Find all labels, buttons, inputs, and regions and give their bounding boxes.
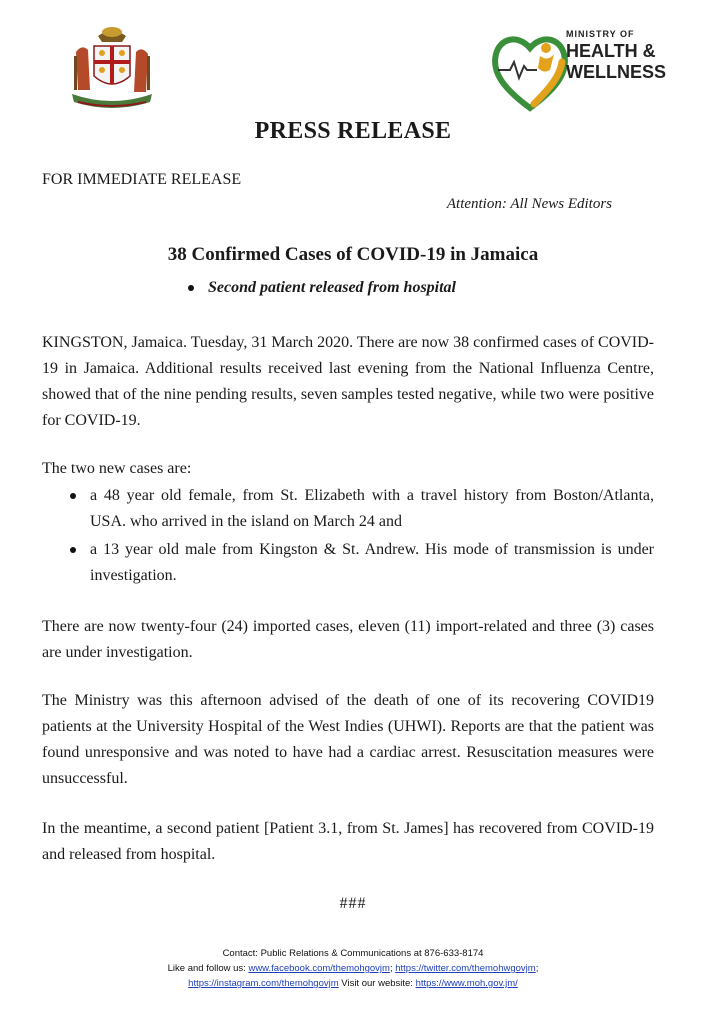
- paragraph-death: The Ministry was this afternoon advised of the death of one of its recovering COVID19 patients at the University Hospital of the West Indies (UHWI). Reports are that the patient was found unresponsive and was noted to have had a cardiac arrest. Resuscitation measures were unsuccessful.: [42, 692, 654, 787]
- paragraph-case-breakdown: There are now twenty-four (24) imported cases, eleven (11) import-related and three (3) cases are under investigation.: [42, 618, 654, 661]
- list-item-text: a 13 year old male from Kingston & St. Andrew. His mode of transmission is under investigation.: [90, 541, 654, 584]
- moh-line2: WELLNESS: [566, 62, 667, 82]
- case-list: [42, 483, 654, 591]
- list-item: [42, 537, 654, 589]
- page-title: PRESS RELEASE: [254, 118, 452, 144]
- footer-web: [0, 976, 706, 991]
- headline: 38 Confirmed Cases of COVID-19 in Jamaica: [167, 244, 539, 265]
- visit-label: Visit our website:: [341, 978, 413, 989]
- footer-social: [0, 961, 706, 976]
- website-link[interactable]: https://www.moh.gov.jm/: [415, 978, 518, 989]
- footer: [0, 946, 706, 991]
- facebook-link[interactable]: www.facebook.com/themohgovjm: [248, 963, 390, 974]
- bullet-dot: [70, 547, 76, 553]
- paragraph-recovery: In the meantime, a second patient [Patient 3.1, from St. James] has recovered from COVID-19 and released from hospital.: [42, 820, 654, 863]
- coat-of-arms-icon: [64, 22, 160, 112]
- attention-line: Attention: All News Editors: [446, 196, 612, 212]
- paragraph-new-cases: The two new cases are:: [42, 460, 192, 477]
- footer-contact: Contact: Public Relations & Communications at 876-633-8174: [222, 948, 484, 959]
- instagram-link[interactable]: https://instagram.com/themohgovjm: [188, 978, 339, 989]
- list-item-text: a 48 year old female, from St. Elizabeth with a travel history from Boston/Atlanta, USA. who arrived in the island on March 24 and: [90, 487, 654, 530]
- end-marker: ###: [339, 895, 367, 912]
- subheadline-text: Second patient released from hospital: [208, 279, 456, 296]
- separator: ;: [389, 963, 393, 974]
- follow-label: Like and follow us:: [167, 963, 246, 974]
- moh-logo-text: [566, 30, 666, 81]
- list-item: [42, 483, 654, 535]
- separator: ;: [535, 963, 539, 974]
- subheadline: [188, 279, 456, 297]
- bullet-dot: [188, 285, 194, 291]
- twitter-link[interactable]: https://twitter.com/themohwgovjm: [395, 963, 536, 974]
- release-notice: FOR IMMEDIATE RELEASE: [42, 171, 242, 188]
- moh-small-text: MINISTRY OF: [566, 29, 635, 39]
- paragraph-intro: KINGSTON, Jamaica. Tuesday, 31 March 2020. There are now 38 confirmed cases of COVID-19 in Jamaica. Additional results received last evening from the National Influenza Centre, showed that of the nine pending results, seven samples tested negative, while two were positive for COVID-19.: [42, 334, 655, 429]
- moh-line1: HEALTH &: [566, 41, 656, 61]
- bullet-dot: [70, 493, 76, 499]
